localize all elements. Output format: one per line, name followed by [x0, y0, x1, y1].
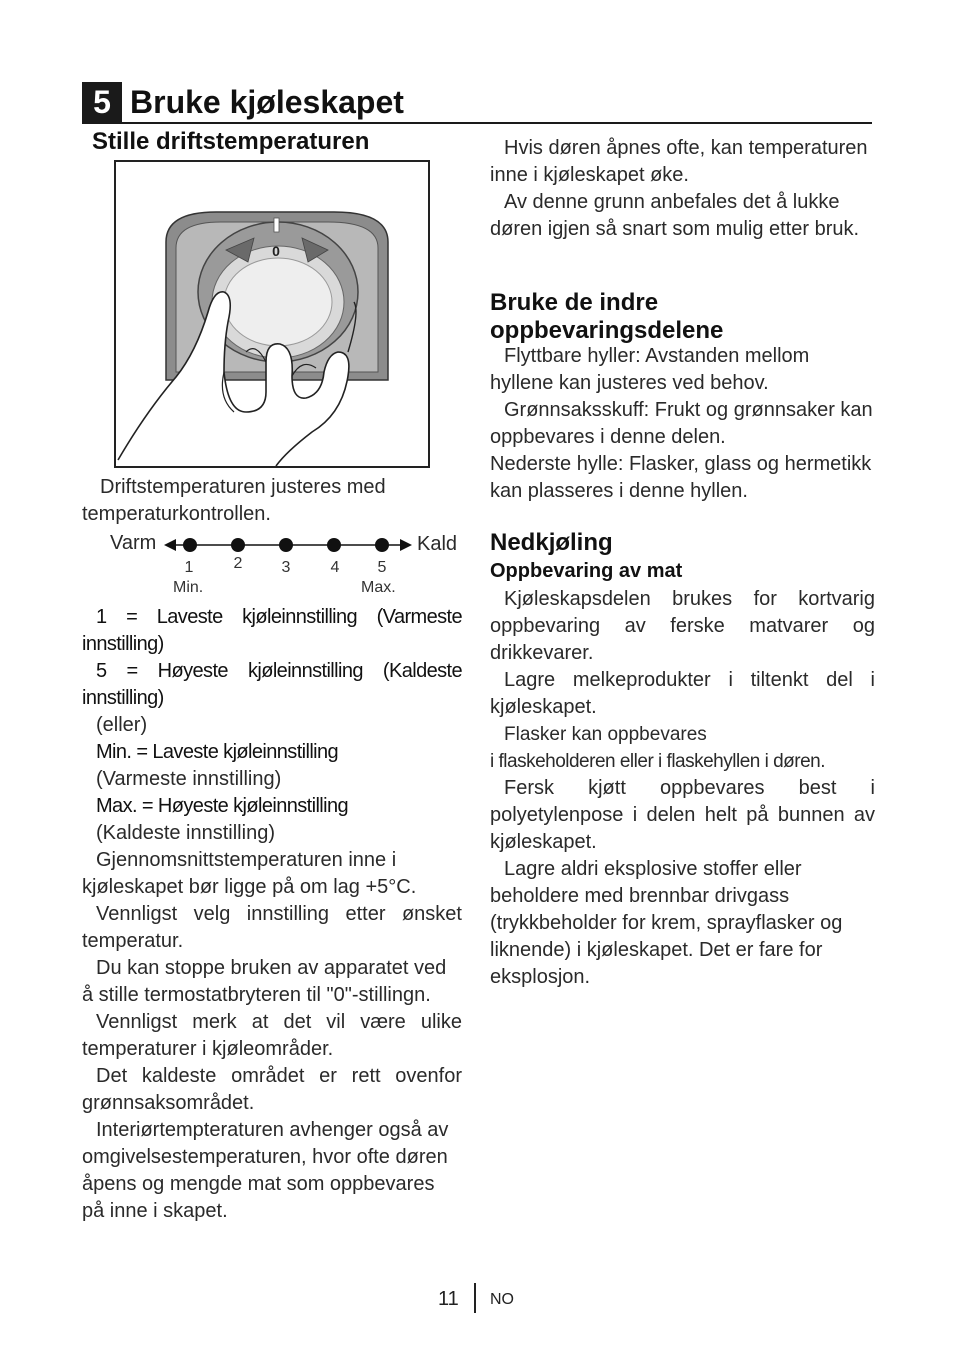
- stop-appliance-text: Du kan stoppe bruken av apparatet ved å stille termostatbryteren til "0"-stillingn.: [82, 957, 447, 1006]
- scale-min-label: Min.: [173, 579, 204, 596]
- cooling-text-block: [490, 586, 875, 991]
- short-term-storage-text: Kjøleskapsdelen brukes for kortvarig oppbevaring av ferske matvarer og drikkevarer.: [490, 588, 875, 664]
- scale-line: [164, 535, 412, 559]
- storage-text-block: [490, 343, 875, 505]
- thermostat-figure: [114, 160, 430, 468]
- bottles-text-2: i flaskeholderen eller i flaskehyllen i døren.: [490, 751, 826, 772]
- scale-warm-label: Varm: [110, 532, 157, 554]
- min-desc: Min. = Laveste kjøleinnstilling: [96, 741, 339, 763]
- fresh-meat-text: Fersk kjøtt oppbevares best i polyetylenpose i delen helt på bunnen av kjøleskapet.: [490, 777, 875, 853]
- scale-number-3: 3: [281, 559, 291, 576]
- caption-text: Driftstemperaturen justeres med temperaturkontrollen.: [82, 476, 386, 525]
- dial-zero-label: 0: [272, 243, 280, 259]
- scale-number-1: 1: [184, 559, 194, 576]
- temperature-zones-text: Vennligst merk at det vil være ulike temperaturer i kjøleområder.: [82, 1011, 462, 1060]
- language-code: NO: [490, 1291, 514, 1308]
- storage-heading: Bruke de indre oppbevaringsdelene: [490, 289, 724, 344]
- scale-cold-label: Kald: [417, 533, 458, 555]
- crisper-text: Grønnsaksskuff: Frukt og grønnsaker kan oppbevares i denne delen.: [490, 399, 873, 448]
- max-desc: Max. = Høyeste kjøleinnstilling: [96, 795, 349, 817]
- thermostat-hand-illustration: [116, 162, 428, 466]
- caption: [82, 474, 462, 528]
- close-door-text: Av denne grunn anbefales det å lukke døren igjen så snart som mulig etter bruk.: [490, 191, 860, 240]
- section-title: Bruke kjøleskapet: [130, 84, 404, 120]
- average-temp-text: Gjennomsnittstemperaturen inne i kjøleskapet bør ligge på om lag +5°C.: [82, 849, 417, 898]
- max-note: (Kaldeste innstilling): [96, 822, 275, 844]
- scale-max-label: Max.: [361, 579, 396, 596]
- scale-number-5: 5: [377, 559, 387, 576]
- right-intro: [490, 135, 875, 243]
- shelves-text: Flyttbare hyller: Avstanden mellom hyllene kan justeres ved behov.: [490, 345, 810, 394]
- left-subtitle: Stille driftstemperaturen: [92, 128, 370, 155]
- page-number: 11: [438, 1288, 459, 1310]
- coldest-area-text: Det kaldeste området er rett ovenfor grønnsaksområdet.: [82, 1065, 462, 1114]
- explosive-warning-text: Lagre aldri eksplosive stoffer eller beholdere med brennbar drivgass (trykkbeholder for krem, sprayflasker og liknende) i kjøleskapet. Det er fare for eksplosjon.: [490, 858, 843, 988]
- or-label: (eller): [96, 714, 148, 736]
- dairy-text: Lagre melkeprodukter i tiltenkt del i kjøleskapet.: [490, 669, 875, 718]
- setting-5-desc: 5 = Høyeste kjøleinnstilling (Kaldeste innstilling): [82, 660, 462, 709]
- food-storage-subheading: Oppbevaring av mat: [490, 560, 683, 582]
- select-setting-text: Vennligst velg innstilling etter ønsket temperatur.: [82, 903, 462, 952]
- bottom-shelf-text: Nederste hylle: Flasker, glass og hermetikk kan plasseres i denne hyllen.: [490, 453, 872, 502]
- min-note: (Varmeste innstilling): [96, 768, 282, 790]
- section-number: 5: [82, 82, 122, 122]
- bottles-text-1: Flasker kan oppbevares: [504, 724, 707, 745]
- cooling-heading: Nedkjøling: [490, 529, 613, 556]
- scale-number-2: 2: [233, 555, 243, 572]
- door-open-text: Hvis døren åpnes ofte, kan temperaturen inne i kjøleskapet øke.: [490, 137, 868, 186]
- footer-divider: [474, 1283, 476, 1313]
- interior-temp-text: Interiørtempteraturen avhenger også av omgivelsestemperaturen, hvor ofte døren åpens og mengde mat som oppbevares på inne i skapet.: [82, 1119, 449, 1222]
- setting-1-desc: 1 = Laveste kjøleinnstilling (Varmeste innstilling): [82, 606, 462, 655]
- left-text-block: [82, 604, 462, 1225]
- section-rule: [82, 122, 872, 124]
- temperature-scale: [82, 530, 472, 600]
- scale-number-4: 4: [330, 559, 340, 576]
